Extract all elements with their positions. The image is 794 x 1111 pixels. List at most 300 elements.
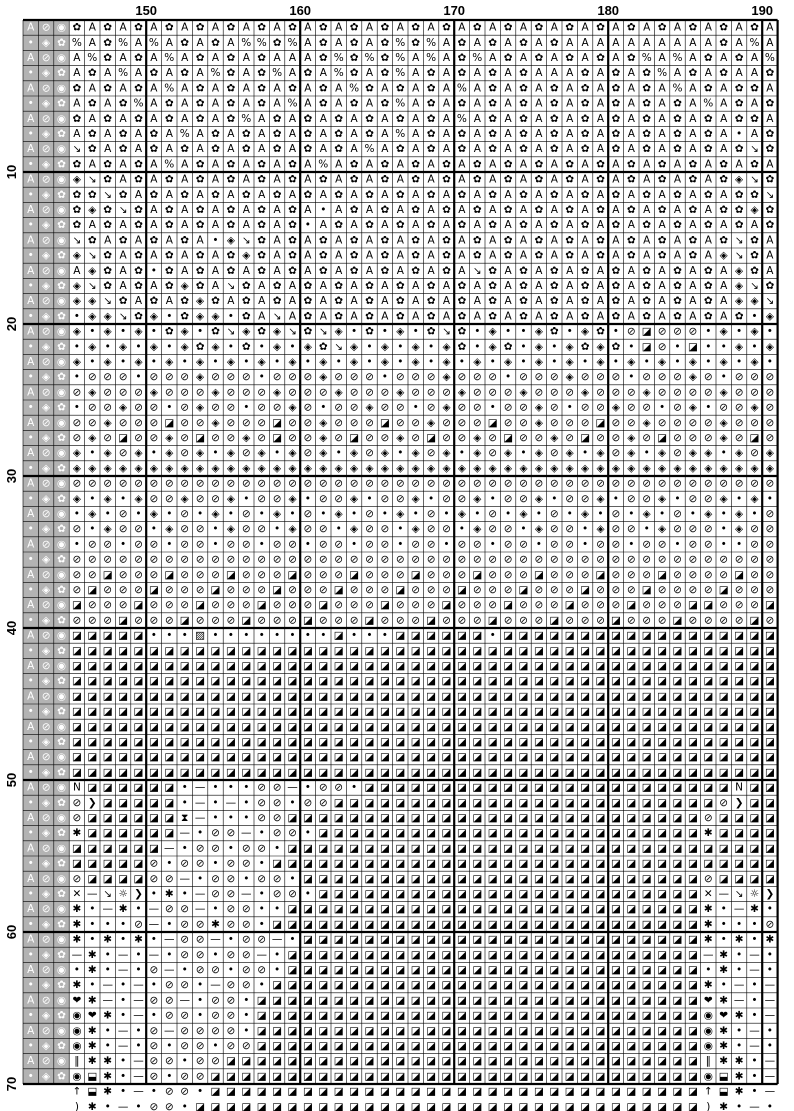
stitch-symbol: ◈ [596, 340, 605, 353]
stitch-symbol: ⊘ [549, 538, 559, 551]
stitch-symbol: ◪ [672, 812, 683, 824]
stitch-symbol: A [88, 36, 96, 49]
stitch-symbol: ◪ [580, 751, 591, 764]
stitch-symbol: ◪ [318, 948, 329, 961]
stitch-symbol: A [258, 188, 266, 201]
stitch-symbol: ◪ [379, 918, 390, 931]
ghost-symbol: ✿ [57, 644, 66, 657]
stitch-symbol: ◈ [550, 462, 559, 475]
stitch-symbol: A [473, 67, 481, 80]
stitch-symbol: ◪ [641, 736, 652, 748]
stitch-symbol: ◪ [426, 948, 437, 961]
stitch-symbol: A [612, 173, 620, 186]
stitch-symbol: ◈ [180, 492, 189, 505]
stitch-symbol: ⊘ [211, 994, 220, 1007]
stitch-symbol: ◪ [595, 796, 606, 809]
stitch-symbol: ⊘ [626, 553, 636, 566]
stitch-symbol: ✿ [164, 173, 174, 186]
stitch-symbol: ◪ [533, 751, 544, 764]
stitch-symbol: ◪ [379, 948, 390, 961]
stitch-symbol: A [535, 67, 543, 80]
stitch-symbol: ◪ [287, 644, 298, 657]
stitch-symbol: ✿ [380, 21, 390, 34]
stitch-symbol: ◈ [442, 356, 451, 368]
stitch-symbol: ✿ [103, 52, 113, 64]
stitch-symbol: ⊘ [318, 523, 328, 536]
stitch-symbol: ◪ [179, 705, 190, 718]
stitch-symbol: ◪ [672, 1070, 683, 1083]
stitch-symbol: ◈ [658, 492, 667, 505]
stitch-symbol: • [427, 340, 435, 353]
stitch-symbol: ⊘ [349, 553, 359, 566]
stitch-symbol: • [166, 401, 173, 414]
stitch-symbol: ◈ [411, 340, 420, 353]
stitch-symbol: A [319, 112, 327, 125]
stitch-symbol: ⊘ [549, 584, 559, 596]
stitch-symbol: ↘ [750, 143, 759, 156]
stitch-symbol: ◈ [765, 310, 774, 323]
stitch-symbol: ◈ [257, 462, 266, 475]
stitch-symbol: ⊘ [195, 948, 205, 961]
stitch-symbol: ◪ [518, 675, 529, 688]
stitch-symbol: A [134, 36, 143, 49]
stitch-symbol: ⊘ [765, 508, 775, 520]
stitch-symbol: ◈ [134, 447, 143, 460]
stitch-symbol: ◪ [626, 948, 637, 961]
stitch-symbol: ◪ [610, 1040, 621, 1052]
stitch-symbol: ✱ [719, 1040, 729, 1052]
stitch-symbol: ⊘ [149, 371, 159, 384]
ghost-symbol: ◉ [56, 508, 67, 520]
stitch-symbol: ◪ [364, 675, 375, 688]
stitch-symbol: • [135, 903, 142, 916]
stitch-symbol: • [150, 933, 158, 946]
stitch-symbol: A [196, 188, 204, 201]
stitch-symbol: ✿ [87, 188, 97, 201]
stitch-symbol: ⊘ [288, 614, 297, 627]
stitch-symbol: ⊘ [395, 477, 405, 490]
ghost-symbol: ◉ [56, 447, 67, 460]
stitch-symbol: ◪ [749, 614, 760, 627]
stitch-symbol: ◪ [426, 903, 437, 916]
ghost-symbol: ◉ [56, 568, 67, 581]
stitch-symbol: ◈ [88, 204, 97, 216]
stitch-symbol: ⊘ [72, 872, 82, 885]
stitch-symbol: ◈ [319, 416, 328, 429]
stitch-symbol: ⊘ [565, 584, 575, 596]
stitch-symbol: A [566, 82, 574, 95]
stitch-symbol: A [612, 234, 620, 247]
stitch-symbol: ✿ [103, 36, 113, 49]
stitch-symbol: ◪ [564, 1055, 575, 1068]
stitch-symbol: ⊘ [765, 553, 775, 566]
row-label: 20 [4, 316, 19, 332]
stitch-symbol: ✿ [519, 97, 528, 110]
stitch-symbol: A [442, 52, 451, 64]
stitch-symbol: ✿ [149, 128, 159, 140]
stitch-symbol: • [150, 629, 158, 642]
stitch-symbol: ✿ [519, 219, 528, 232]
stitch-symbol: ◪ [687, 918, 698, 931]
stitch-symbol: ✿ [226, 52, 236, 64]
stitch-symbol: ✿ [180, 67, 190, 80]
stitch-symbol: ◪ [195, 736, 206, 748]
stitch-symbol: A [673, 36, 682, 49]
stitch-symbol: ✿ [488, 310, 498, 323]
stitch-symbol: ⊘ [195, 538, 205, 551]
stitch-symbol: ⊘ [411, 432, 421, 444]
stitch-symbol: ◪ [241, 766, 252, 779]
stitch-symbol: ◪ [302, 1085, 313, 1098]
stitch-symbol: ⊘ [457, 416, 467, 429]
stitch-symbol: A [73, 128, 81, 140]
ghost-symbol: ◈ [42, 340, 51, 353]
stitch-symbol: A [566, 143, 574, 156]
stitch-symbol: ◪ [133, 827, 144, 840]
stitch-symbol: ◪ [580, 675, 591, 688]
stitch-symbol: ◪ [687, 1070, 698, 1083]
stitch-symbol: A [104, 67, 112, 80]
stitch-symbol: ◪ [410, 903, 421, 916]
stitch-symbol: ◈ [180, 280, 189, 292]
stitch-symbol: ◪ [133, 690, 144, 703]
stitch-symbol: ✿ [688, 173, 698, 186]
stitch-symbol: • [196, 872, 204, 885]
stitch-symbol: A [535, 295, 543, 308]
stitch-symbol: ⊘ [657, 416, 667, 429]
stitch-symbol: ◪ [441, 857, 452, 870]
stitch-symbol: • [735, 918, 743, 931]
stitch-symbol: A [519, 52, 528, 64]
stitch-symbol: A [735, 21, 743, 34]
ghost-symbol: ◈ [42, 1009, 51, 1022]
stitch-symbol: ◈ [319, 371, 328, 384]
stitch-symbol: ◈ [134, 325, 143, 338]
stitch-symbol: A [658, 280, 666, 292]
stitch-symbol: ◪ [610, 705, 621, 718]
stitch-symbol: A [181, 173, 189, 186]
stitch-symbol: ◪ [379, 1009, 390, 1022]
stitch-symbol: ✱ [103, 933, 113, 946]
stitch-symbol: ◪ [272, 1085, 283, 1098]
stitch-symbol: ✿ [395, 219, 405, 232]
stitch-symbol: A [211, 158, 220, 171]
stitch-symbol: • [720, 371, 727, 384]
ghost-symbol: ⊘ [41, 356, 51, 368]
stitch-symbol: ◪ [272, 705, 283, 718]
stitch-symbol: ◪ [657, 690, 668, 703]
stitch-symbol: ◪ [472, 644, 483, 657]
stitch-symbol: ◪ [410, 918, 421, 931]
stitch-symbol: ◪ [441, 675, 452, 688]
stitch-symbol: ◪ [118, 690, 129, 703]
stitch-symbol: ◪ [410, 720, 421, 733]
stitch-symbol: • [196, 1009, 204, 1022]
stitch-symbol: ◈ [411, 447, 420, 460]
stitch-symbol: ◪ [472, 751, 483, 764]
stitch-symbol: ◪ [272, 736, 283, 748]
stitch-symbol: ◪ [441, 1024, 452, 1037]
stitch-symbol: ◪ [687, 857, 698, 870]
stitch-symbol: ◪ [287, 660, 298, 672]
stitch-symbol: ◪ [241, 660, 252, 672]
stitch-symbol: ✿ [549, 264, 559, 277]
stitch-symbol: ◪ [225, 644, 236, 657]
stitch-symbol: ◪ [426, 933, 437, 946]
stitch-symbol: ↘ [72, 234, 82, 247]
stitch-symbol: ⊘ [257, 781, 267, 794]
stitch-symbol: ⊘ [642, 614, 652, 627]
stitch-symbol: ⊘ [380, 584, 390, 596]
stitch-symbol: ✿ [750, 249, 759, 262]
stitch-symbol: A [181, 249, 189, 262]
stitch-symbol: A [673, 21, 682, 34]
stitch-symbol: ✿ [596, 158, 605, 171]
stitch-symbol: ◪ [749, 660, 760, 672]
stitch-symbol: A [581, 204, 589, 216]
stitch-symbol: % [749, 36, 760, 49]
stitch-symbol: • [166, 1040, 173, 1052]
stitch-symbol: — [164, 964, 175, 976]
stitch-symbol: ⊘ [503, 492, 513, 505]
stitch-symbol: A [273, 52, 281, 64]
stitch-symbol: A [119, 112, 127, 125]
stitch-symbol: A [720, 264, 728, 277]
stitch-symbol: ◪ [703, 781, 714, 794]
stitch-symbol: % [395, 52, 406, 64]
stitch-symbol: ◈ [196, 401, 205, 414]
stitch-symbol: ◪ [287, 720, 298, 733]
stitch-symbol: A [73, 67, 81, 80]
stitch-symbol: ✿ [734, 52, 744, 64]
ghost-symbol: • [27, 462, 34, 475]
stitch-symbol: % [87, 52, 98, 64]
stitch-symbol: ◪ [487, 660, 498, 672]
ghost-symbol: ⊘ [41, 994, 51, 1007]
stitch-symbol: ◪ [87, 781, 98, 794]
stitch-symbol: • [119, 1085, 127, 1098]
stitch-symbol: ⊘ [750, 584, 759, 596]
stitch-symbol: ◈ [226, 462, 235, 475]
stitch-symbol: • [289, 933, 296, 946]
ghost-symbol: ◈ [42, 492, 51, 505]
stitch-symbol: ◪ [672, 781, 683, 794]
stitch-symbol: ⊘ [334, 416, 344, 429]
stitch-symbol: ◪ [518, 751, 529, 764]
stitch-symbol: ⊘ [750, 477, 759, 490]
stitch-symbol: ◪ [302, 1024, 313, 1037]
stitch-symbol: ◈ [196, 447, 205, 460]
stitch-symbol: ✿ [673, 295, 682, 308]
stitch-symbol: ◪ [333, 705, 344, 718]
stitch-symbol: A [689, 128, 697, 140]
stitch-symbol: ⊘ [611, 508, 621, 520]
stitch-symbol: ◪ [626, 1024, 637, 1037]
stitch-symbol: ◪ [580, 720, 591, 733]
stitch-symbol: ✿ [580, 143, 590, 156]
stitch-symbol: A [612, 52, 620, 64]
stitch-symbol: ✿ [87, 143, 97, 156]
stitch-symbol: ◪ [225, 705, 236, 718]
stitch-symbol: ⊘ [380, 523, 390, 536]
stitch-symbol: ◈ [134, 462, 143, 475]
stitch-symbol: ◪ [626, 827, 637, 840]
stitch-symbol: A [288, 112, 297, 125]
stitch-symbol: A [442, 295, 451, 308]
stitch-symbol: ◪ [533, 1024, 544, 1037]
stitch-symbol: • [720, 918, 727, 931]
stitch-symbol: • [381, 371, 389, 384]
stitch-symbol: A [427, 234, 435, 247]
stitch-symbol: ⊘ [457, 614, 467, 627]
stitch-symbol: ◈ [565, 462, 574, 475]
stitch-symbol: ✕ [72, 888, 82, 900]
ghost-symbol: ◈ [42, 401, 51, 414]
ghost-symbol: A [27, 143, 35, 156]
stitch-symbol: • [720, 979, 727, 992]
ghost-symbol: A [27, 112, 35, 125]
stitch-symbol: ◪ [456, 888, 467, 900]
stitch-symbol: ⊘ [349, 401, 359, 414]
ghost-symbol: ✿ [57, 523, 66, 536]
ghost-symbol: ⊘ [41, 508, 51, 520]
stitch-symbol: ◈ [196, 356, 205, 368]
stitch-symbol: • [166, 310, 173, 323]
stitch-symbol: ◈ [750, 401, 759, 414]
stitch-symbol: ⊘ [226, 614, 236, 627]
stitch-symbol: ⊘ [688, 432, 698, 444]
stitch-symbol: • [119, 1055, 127, 1068]
stitch-symbol: ◪ [302, 690, 313, 703]
stitch-symbol: ⊘ [195, 416, 205, 429]
stitch-symbol: A [720, 295, 728, 308]
stitch-symbol: • [304, 492, 312, 505]
stitch-symbol: ⊘ [303, 584, 313, 596]
stitch-symbol: A [596, 188, 605, 201]
stitch-symbol: ⊘ [226, 477, 236, 490]
ghost-symbol: A [27, 173, 35, 186]
stitch-symbol: ⊘ [180, 584, 190, 596]
stitch-symbol: ◪ [503, 888, 514, 900]
stitch-symbol: ✿ [303, 143, 313, 156]
stitch-symbol: ✿ [318, 21, 328, 34]
stitch-symbol: ◪ [549, 1024, 560, 1037]
ghost-symbol: • [27, 705, 34, 718]
stitch-symbol: ◪ [441, 629, 452, 642]
stitch-symbol: A [704, 158, 712, 171]
stitch-symbol: % [456, 112, 467, 125]
ghost-symbol: ◉ [56, 21, 67, 34]
stitch-symbol: ◪ [364, 948, 375, 961]
stitch-symbol: ⊘ [596, 599, 605, 612]
stitch-symbol: ◪ [610, 1055, 621, 1068]
stitch-symbol: A [227, 36, 235, 49]
ghost-symbol: A [27, 295, 35, 308]
stitch-symbol: ◪ [349, 964, 360, 976]
stitch-symbol: ✿ [488, 264, 498, 277]
stitch-symbol: ◪ [657, 1024, 668, 1037]
stitch-symbol: ⊘ [534, 599, 544, 612]
stitch-symbol: A [442, 97, 451, 110]
stitch-symbol: ◪ [503, 857, 514, 870]
stitch-symbol: ◪ [672, 918, 683, 931]
stitch-symbol: ◈ [519, 508, 528, 520]
stitch-symbol: ⊘ [703, 553, 713, 566]
stitch-symbol: % [164, 82, 175, 95]
stitch-symbol: ✿ [349, 173, 359, 186]
stitch-symbol: ⊘ [596, 477, 605, 490]
stitch-symbol: ⊘ [426, 371, 436, 384]
stitch-symbol: A [658, 143, 666, 156]
stitch-symbol: ◪ [595, 705, 606, 718]
stitch-symbol: ◈ [88, 508, 97, 520]
stitch-symbol: • [412, 325, 419, 338]
ghost-symbol: • [27, 644, 34, 657]
stitch-symbol: ◪ [349, 872, 360, 885]
stitch-symbol: ✿ [626, 234, 636, 247]
stitch-symbol: ◪ [364, 1055, 375, 1068]
stitch-symbol: ◪ [395, 751, 406, 764]
stitch-symbol: ⊘ [549, 568, 559, 581]
stitch-symbol: ⊘ [703, 432, 713, 444]
stitch-symbol: ◈ [596, 523, 605, 536]
stitch-symbol: ⊘ [134, 918, 143, 931]
stitch-symbol: ⊘ [241, 1040, 251, 1052]
stitch-symbol: ⊘ [226, 401, 236, 414]
stitch-symbol: ✿ [164, 280, 174, 292]
stitch-symbol: ◪ [349, 1055, 360, 1068]
stitch-symbol: ✿ [703, 280, 713, 292]
stitch-symbol: ◪ [410, 964, 421, 976]
stitch-symbol: ⊘ [87, 568, 97, 581]
stitch-symbol: ⊘ [226, 599, 236, 612]
stitch-symbol: ◈ [72, 356, 81, 368]
ghost-symbol: ◉ [56, 325, 67, 338]
stitch-symbol: ◪ [518, 933, 529, 946]
stitch-symbol: ⊘ [118, 386, 128, 399]
stitch-symbol: ◪ [256, 1100, 267, 1111]
stitch-symbol: ◈ [642, 386, 651, 399]
stitch-symbol: ⊘ [180, 1040, 190, 1052]
stitch-symbol: ⊘ [426, 401, 436, 414]
stitch-symbol: ◪ [441, 1009, 452, 1022]
stitch-symbol: ✿ [765, 67, 775, 80]
stitch-symbol: ◪ [118, 857, 129, 870]
stitch-symbol: A [165, 36, 173, 49]
stitch-symbol: A [104, 97, 112, 110]
stitch-symbol: ◪ [749, 705, 760, 718]
stitch-symbol: ⊘ [180, 918, 190, 931]
stitch-symbol: ◪ [364, 827, 375, 840]
stitch-symbol: ⊘ [750, 386, 759, 399]
stitch-symbol: ◪ [657, 1070, 668, 1083]
stitch-symbol: • [304, 219, 312, 232]
stitch-symbol: ✱ [87, 1055, 97, 1068]
stitch-symbol: ⊘ [211, 1009, 220, 1022]
stitch-symbol: • [119, 979, 127, 992]
stitch-symbol: ◪ [518, 888, 529, 900]
stitch-symbol: A [673, 173, 682, 186]
stitch-symbol: ◪ [687, 1009, 698, 1022]
stitch-symbol: ◪ [580, 842, 591, 855]
stitch-symbol: ◪ [549, 979, 560, 992]
stitch-symbol: ◪ [472, 1055, 483, 1068]
stitch-symbol: ◪ [672, 933, 683, 946]
stitch-symbol: ◪ [379, 994, 390, 1007]
stitch-symbol: ✿ [626, 173, 636, 186]
stitch-symbol: • [720, 340, 727, 353]
stitch-symbol: ✿ [426, 188, 436, 201]
